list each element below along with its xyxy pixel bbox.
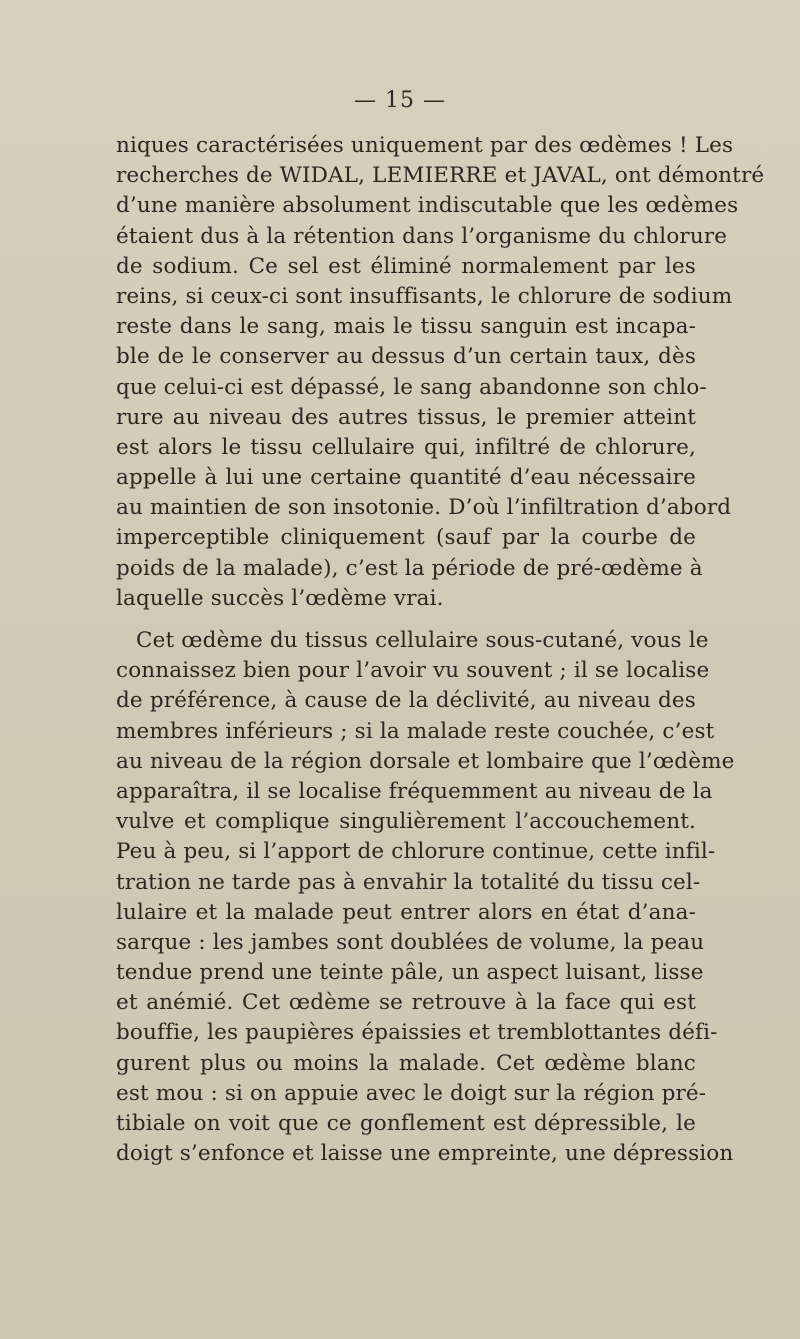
text-line: recherches de WIDAL, LEMIERRE et JAVAL, ont démontré [116,163,765,189]
text-line: apparaîtra, il se localise fréquemment au niveau de la [116,778,713,804]
text-line: doigt s’enfonce et laisse une empreinte, une dépression [116,1141,734,1167]
text-line: d’une manière absolument indiscutable que les œdèmes [116,193,739,219]
text-line: est mou : si on appuie avec le doigt sur la région pré- [116,1080,707,1106]
paragraph-gap [116,614,696,626]
paragraph-1 [116,131,765,614]
text-line: de préférence, à cause de la déclivité, au niveau des [116,688,696,714]
text-line: membres inférieurs ; si la malade reste couchée, c’est [116,718,715,744]
text-line: tendue prend une teinte pâle, un aspect luisant, lisse [116,960,704,986]
text-line: laquelle succès l’œdème vrai. [116,585,444,611]
text-line: au niveau de la région dorsale et lombaire que l’œdème [116,748,735,774]
text-line: vulve et complique singulièrement l’accouchement. [116,809,696,835]
text-line: tibiale on voit que ce gonflement est dépressible, le [116,1111,696,1136]
text-line: connaissez bien pour l’avoir vu souvent ; il se localise [116,658,710,684]
text-line: reste dans le sang, mais le tissu sanguin est incapa- [116,314,696,340]
text-line: imperceptible cliniquement (sauf par la courbe de [116,525,696,551]
text-line: étaient dus à la rétention dans l’organisme du chlorure [116,223,728,249]
text-line: niques caractérisées uniquement par des œdèmes ! Les [116,133,734,158]
text-line: tration ne tarde pas à envahir la totalité du tissu cel- [116,869,701,895]
text-line: lulaire et la malade peut entrer alors en état d’ana- [116,899,696,925]
text-line: au maintien de son insotonie. D’où l’infiltration d’abord [116,495,732,521]
text-line: gurent plus ou moins la malade. Cet œdème blanc [116,1050,696,1076]
text-line: et anémié. Cet œdème se retrouve à la face qui est [116,990,696,1016]
text-line: sarque : les jambes sont doublées de volume, la peau [116,929,705,955]
text-line: bouffie, les paupières épaissies et tremblottantes défi- [116,1020,718,1046]
text-line: de sodium. Ce sel est éliminé normalement par les [116,253,696,279]
text-line: ble de le conserver au dessus d’un certain taux, dès [116,344,696,370]
text-line: que celui-ci est dépassé, le sang abandonne son chlo- [116,374,707,400]
text-line: Cet œdème du tissus cellulaire sous-cutané, vous le [136,628,709,653]
body-text [116,131,765,1169]
page-number: — 15 — [354,88,446,113]
text-line: rure au niveau des autres tissus, le premier atteint [116,404,696,430]
text-line: Peu à peu, si l’apport de chlorure continue, cette infil- [116,839,716,865]
paragraph-2 [116,626,735,1169]
text-line: est alors le tissu cellulaire qui, infiltré de chlorure, [116,434,696,460]
text-line: appelle à lui une certaine quantité d’eau nécessaire [116,465,696,491]
text-line: poids de la malade), c’est la période de pré-œdème à [116,555,703,581]
text-line: reins, si ceux-ci sont insuffisants, le chlorure de sodium [116,283,733,309]
